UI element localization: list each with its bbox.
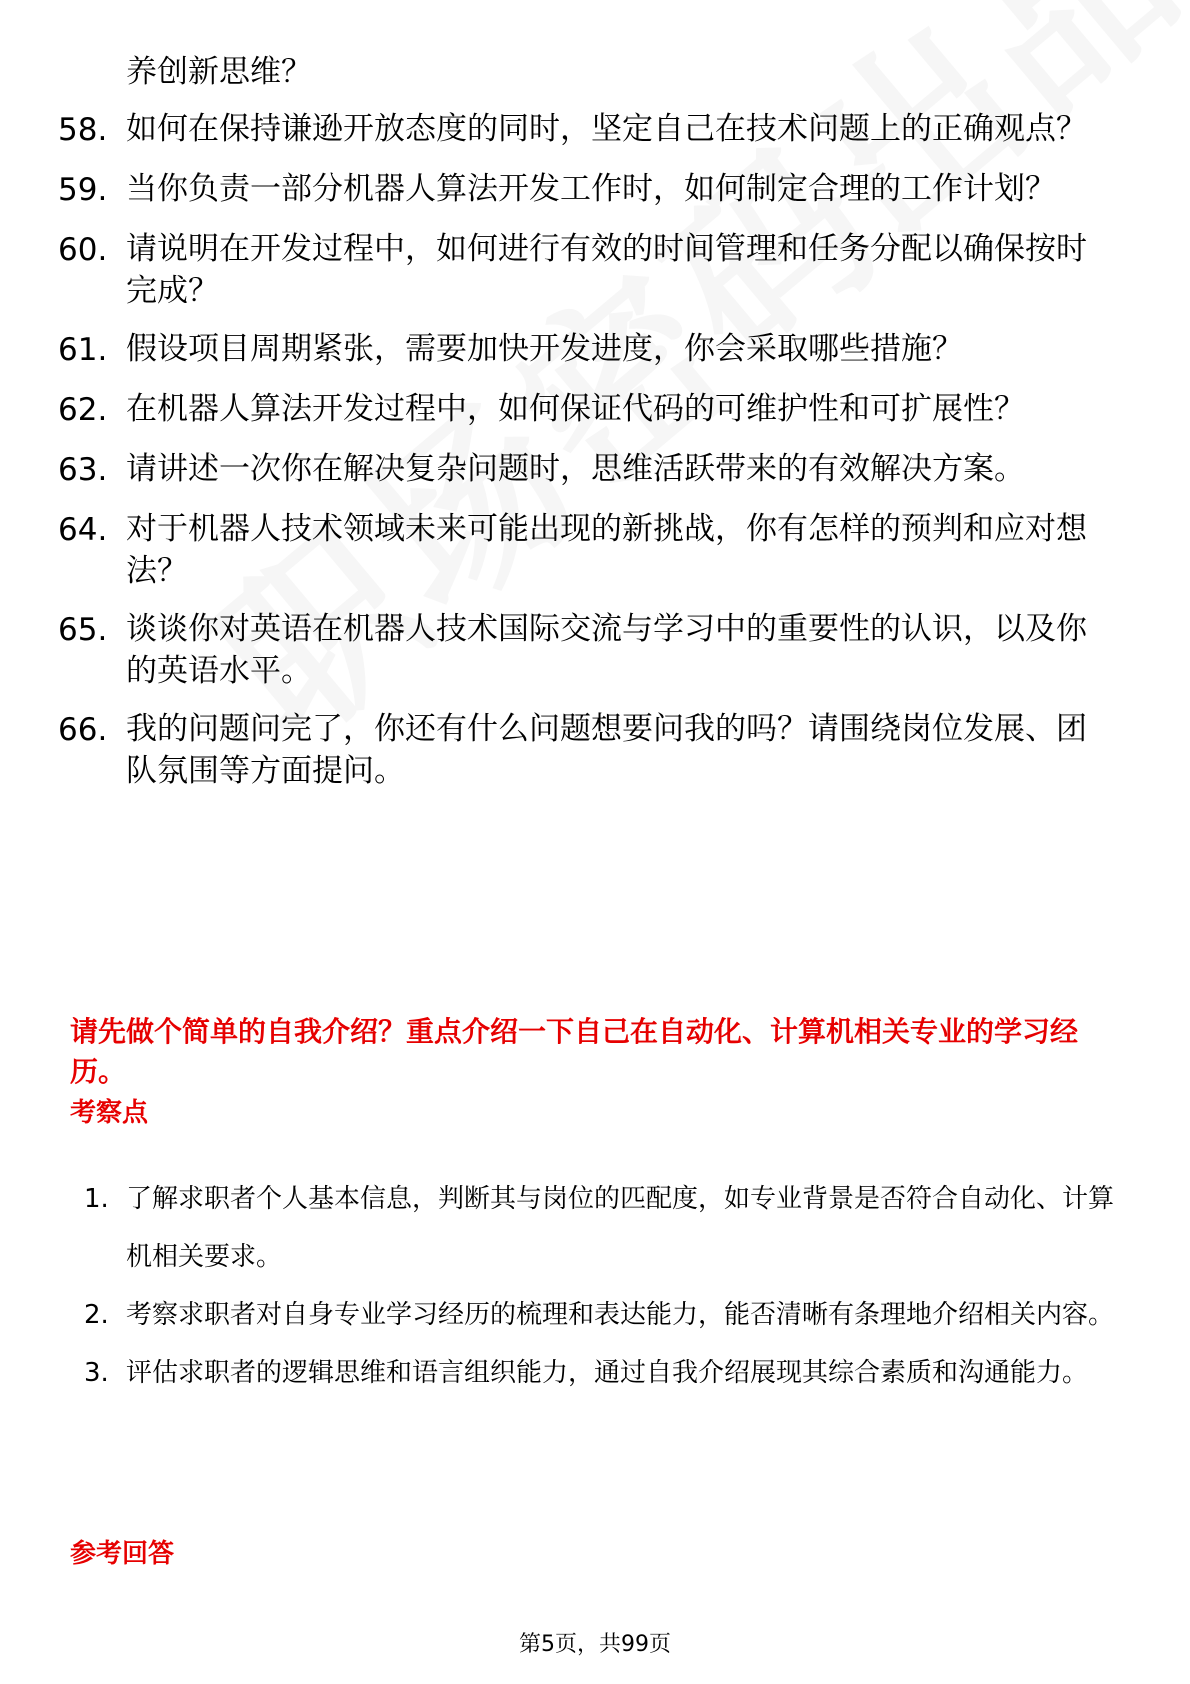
list-item xyxy=(0,1344,1190,1402)
question-text: 对于机器人技术领域未来可能出现的新挑战，你有怎样的预判和应对想法？ xyxy=(126,511,1087,589)
list-item xyxy=(0,508,1190,592)
question-text: 请说明在开发过程中，如何进行有效的时间管理和任务分配以确保按时完成？ xyxy=(126,231,1087,309)
point-number: 3. xyxy=(84,1358,109,1388)
reference-answer-label: 参考回答 xyxy=(70,1539,175,1569)
list-item xyxy=(0,328,1190,372)
question-number: 61. xyxy=(58,332,108,368)
point-text: 评估求职者的逻辑思维和语言组织能力，通过自我介绍展现其综合素质和沟通能力。 xyxy=(126,1358,1089,1388)
exam-points-list xyxy=(0,1170,1190,1402)
exam-points-label: 考察点 xyxy=(70,1098,149,1128)
question-text: 在机器人算法开发过程中，如何保证代码的可维护性和可扩展性？ xyxy=(126,391,1025,427)
question-text: 假设项目周期紧张，需要加快开发进度，你会采取哪些措施？ xyxy=(126,331,963,367)
list-item xyxy=(0,108,1190,152)
question-number: 64. xyxy=(58,512,108,548)
question-number: 62. xyxy=(58,392,108,428)
list-item xyxy=(0,448,1190,492)
list-item xyxy=(0,608,1190,692)
question-number: 63. xyxy=(58,452,108,488)
question-number: 58. xyxy=(58,112,108,148)
list-item xyxy=(0,388,1190,432)
question-text: 请讲述一次你在解决复杂问题时，思维活跃带来的有效解决方案。 xyxy=(126,451,1025,487)
question-text: 如何在保持谦逊开放态度的同时，坚定自己在技术问题上的正确观点？ xyxy=(126,111,1087,147)
question-number: 66. xyxy=(58,712,108,748)
point-text: 了解求职者个人基本信息，判断其与岗位的匹配度，如专业背景是否符合自动化、计算机相关要求。 xyxy=(126,1184,1115,1272)
list-item xyxy=(0,1170,1190,1286)
list-item xyxy=(0,708,1190,792)
question-number: 65. xyxy=(58,612,108,648)
list-item xyxy=(0,168,1190,212)
question-text: 我的问题问完了，你还有什么问题想要问我的吗？请围绕岗位发展、团队氛围等方面提问。 xyxy=(126,711,1087,789)
question-number: 60. xyxy=(58,232,108,268)
list-item xyxy=(0,1286,1190,1344)
page-footer: 第5页，共99页 xyxy=(519,1632,671,1657)
question-text: 当你负责一部分机器人算法开发工作时，如何制定合理的工作计划？ xyxy=(126,171,1056,207)
list-item xyxy=(0,228,1190,312)
question-number: 59. xyxy=(58,172,108,208)
point-text: 考察求职者对自身专业学习经历的梳理和表达能力，能否清晰有条理地介绍相关内容。 xyxy=(126,1300,1115,1330)
question-continuation: 养创新思维？ xyxy=(126,54,312,90)
point-number: 2. xyxy=(84,1300,109,1330)
point-number: 1. xyxy=(84,1184,109,1214)
question-text: 谈谈你对英语在机器人技术国际交流与学习中的重要性的认识，以及你的英语水平。 xyxy=(126,611,1087,689)
interview-question-heading: 请先做个简单的自我介绍？重点介绍一下自己在自动化、计算机相关专业的学习经历。 xyxy=(70,1015,1079,1088)
question-list xyxy=(0,108,1190,808)
